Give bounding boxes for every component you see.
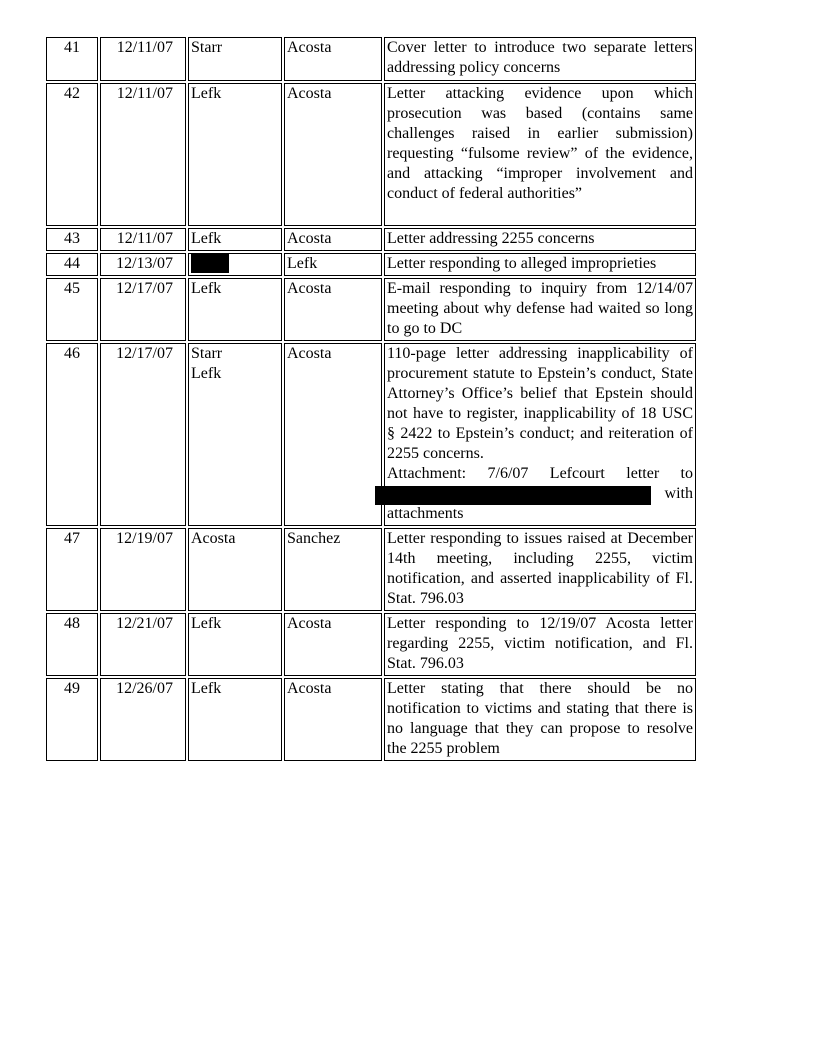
row-number: 47 bbox=[46, 528, 98, 611]
row-to: Acosta bbox=[284, 613, 382, 676]
row-description: Letter responding to alleged improprieties bbox=[384, 253, 696, 276]
row-description-body: 110-page letter addressing inapplicability of procurement statute to Epstein’s conduct, State Attorney’s Office’s belief that Epstein should not have to register, inapplicability of 18 USC § 2422 to Epstein’s conduct; and reiteration of 2255 concerns. bbox=[387, 345, 693, 462]
attachment-redacted-line bbox=[387, 484, 693, 504]
row-date: 12/26/07 bbox=[100, 678, 186, 761]
row-date: 12/13/07 bbox=[100, 253, 186, 276]
table-row bbox=[46, 343, 696, 526]
table-row bbox=[46, 228, 696, 251]
row-description: Letter attacking evidence upon which prosecution was based (contains same challenges raised in earlier submission) requesting “fulsome review” of the evidence, and attacking “improper involvement and conduct of federal authorities” bbox=[384, 83, 696, 226]
row-from bbox=[188, 343, 282, 526]
row-number: 42 bbox=[46, 83, 98, 226]
table-row bbox=[46, 278, 696, 341]
redaction-block bbox=[375, 486, 651, 505]
row-date: 12/11/07 bbox=[100, 37, 186, 81]
attachment-tail: attachments bbox=[387, 505, 464, 522]
row-from: Lefk bbox=[188, 228, 282, 251]
row-from: Lefk bbox=[188, 613, 282, 676]
row-to: Sanchez bbox=[284, 528, 382, 611]
row-description bbox=[384, 343, 696, 526]
table-row bbox=[46, 613, 696, 676]
attachment-line: Attachment: 7/6/07 Lefcourt letter to bbox=[387, 465, 693, 482]
row-date: 12/11/07 bbox=[100, 83, 186, 226]
row-description: Letter responding to 12/19/07 Acosta letter regarding 2255, victim notification, and Fl. Stat. 796.03 bbox=[384, 613, 696, 676]
row-description: Letter addressing 2255 concerns bbox=[384, 228, 696, 251]
row-from: Starr bbox=[188, 37, 282, 81]
row-date: 12/17/07 bbox=[100, 343, 186, 526]
row-number: 43 bbox=[46, 228, 98, 251]
row-from: Lefk bbox=[188, 83, 282, 226]
row-number: 48 bbox=[46, 613, 98, 676]
row-from: Acosta bbox=[188, 528, 282, 611]
row-to: Acosta bbox=[284, 37, 382, 81]
row-from-first: Starr bbox=[191, 345, 223, 362]
row-number: 44 bbox=[46, 253, 98, 276]
row-to: Acosta bbox=[284, 343, 382, 526]
table-row bbox=[46, 528, 696, 611]
table-row bbox=[46, 37, 696, 81]
row-number: 46 bbox=[46, 343, 98, 526]
row-from-second: Lefk bbox=[191, 365, 222, 382]
row-date: 12/11/07 bbox=[100, 228, 186, 251]
row-to: Lefk bbox=[284, 253, 382, 276]
row-date: 12/19/07 bbox=[100, 528, 186, 611]
row-to: Acosta bbox=[284, 678, 382, 761]
row-to: Acosta bbox=[284, 228, 382, 251]
row-date: 12/21/07 bbox=[100, 613, 186, 676]
row-from bbox=[188, 253, 282, 276]
row-number: 49 bbox=[46, 678, 98, 761]
row-description: Letter stating that there should be no notification to victims and stating that there is no language that they can propose to resolve the 2255 problem bbox=[384, 678, 696, 761]
row-description: E-mail responding to inquiry from 12/14/07 meeting about why defense had waited so long to go to DC bbox=[384, 278, 696, 341]
row-description: Cover letter to introduce two separate letters addressing policy concerns bbox=[384, 37, 696, 81]
correspondence-table bbox=[46, 37, 696, 761]
row-number: 45 bbox=[46, 278, 98, 341]
redaction-block bbox=[191, 254, 229, 273]
row-from: Lefk bbox=[188, 278, 282, 341]
table-row bbox=[46, 253, 696, 276]
table-row bbox=[46, 678, 696, 761]
table-row bbox=[46, 83, 696, 226]
row-description: Letter responding to issues raised at December 14th meeting, including 2255, victim notification, and asserted inapplicability of Fl. Stat. 796.03 bbox=[384, 528, 696, 611]
row-date: 12/17/07 bbox=[100, 278, 186, 341]
attachment-with: with bbox=[664, 485, 693, 502]
row-from: Lefk bbox=[188, 678, 282, 761]
row-number: 41 bbox=[46, 37, 98, 81]
row-to: Acosta bbox=[284, 83, 382, 226]
row-to: Acosta bbox=[284, 278, 382, 341]
